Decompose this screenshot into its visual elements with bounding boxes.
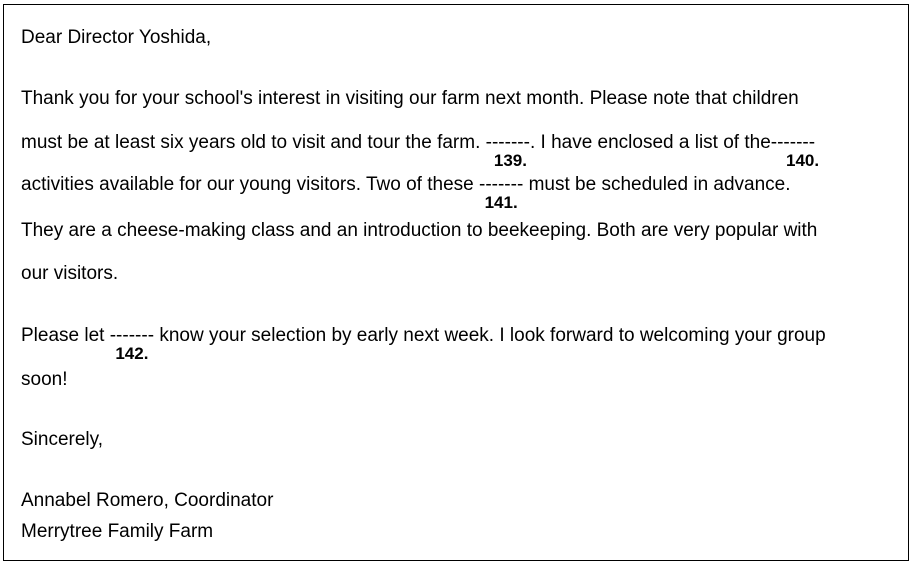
question-number-140: 140.: [785, 151, 820, 170]
blank-140-dashes: -------: [770, 132, 816, 153]
closing: Sincerely,: [21, 429, 104, 450]
paragraph1-line1: [21, 88, 883, 110]
blank-140[interactable]: [770, 132, 820, 170]
blank-139-dashes: -------.: [485, 132, 536, 153]
blank-142[interactable]: [109, 325, 155, 363]
blank-139[interactable]: [485, 132, 536, 170]
paragraph1-line4: They are a cheese-making class and an introduction to beekeeping. Both are very popular with: [21, 220, 818, 241]
question-number-142: 142.: [115, 344, 149, 363]
paragraph2-line1: [21, 325, 883, 363]
p2-line1-text-b: know your selection by early next week. I look forward to welcoming your group: [159, 325, 826, 346]
blank-142-dashes: -------: [109, 325, 155, 346]
p1-line1-text: Thank you for your school's interest in visiting our farm next month. Please note that children: [21, 88, 799, 109]
blank-141-dashes: -------: [479, 174, 524, 195]
signature-name: Annabel Romero, Coordinator: [21, 490, 274, 511]
question-number-139: 139.: [493, 151, 527, 170]
paragraph1-line2: [21, 132, 883, 170]
p1-line2-text-a: must be at least six years old to visit and tour the farm.: [21, 132, 481, 153]
paragraph2-line2: soon!: [21, 369, 68, 390]
paragraph1-line3: [21, 174, 791, 212]
salutation: Dear Director Yoshida,: [21, 27, 212, 48]
p1-line3-text-a: activities available for our young visitors. Two of these: [21, 174, 474, 195]
p1-line2-text-b: I have enclosed a list of the: [540, 132, 771, 153]
paragraph1-line5: our visitors.: [21, 263, 119, 284]
blank-141[interactable]: [479, 174, 524, 212]
question-number-141: 141.: [484, 193, 518, 212]
p2-line1-text-a: Please let: [21, 325, 105, 346]
signature-organization: Merrytree Family Farm: [21, 521, 214, 542]
p1-line3-text-b: must be scheduled in advance.: [528, 174, 791, 195]
